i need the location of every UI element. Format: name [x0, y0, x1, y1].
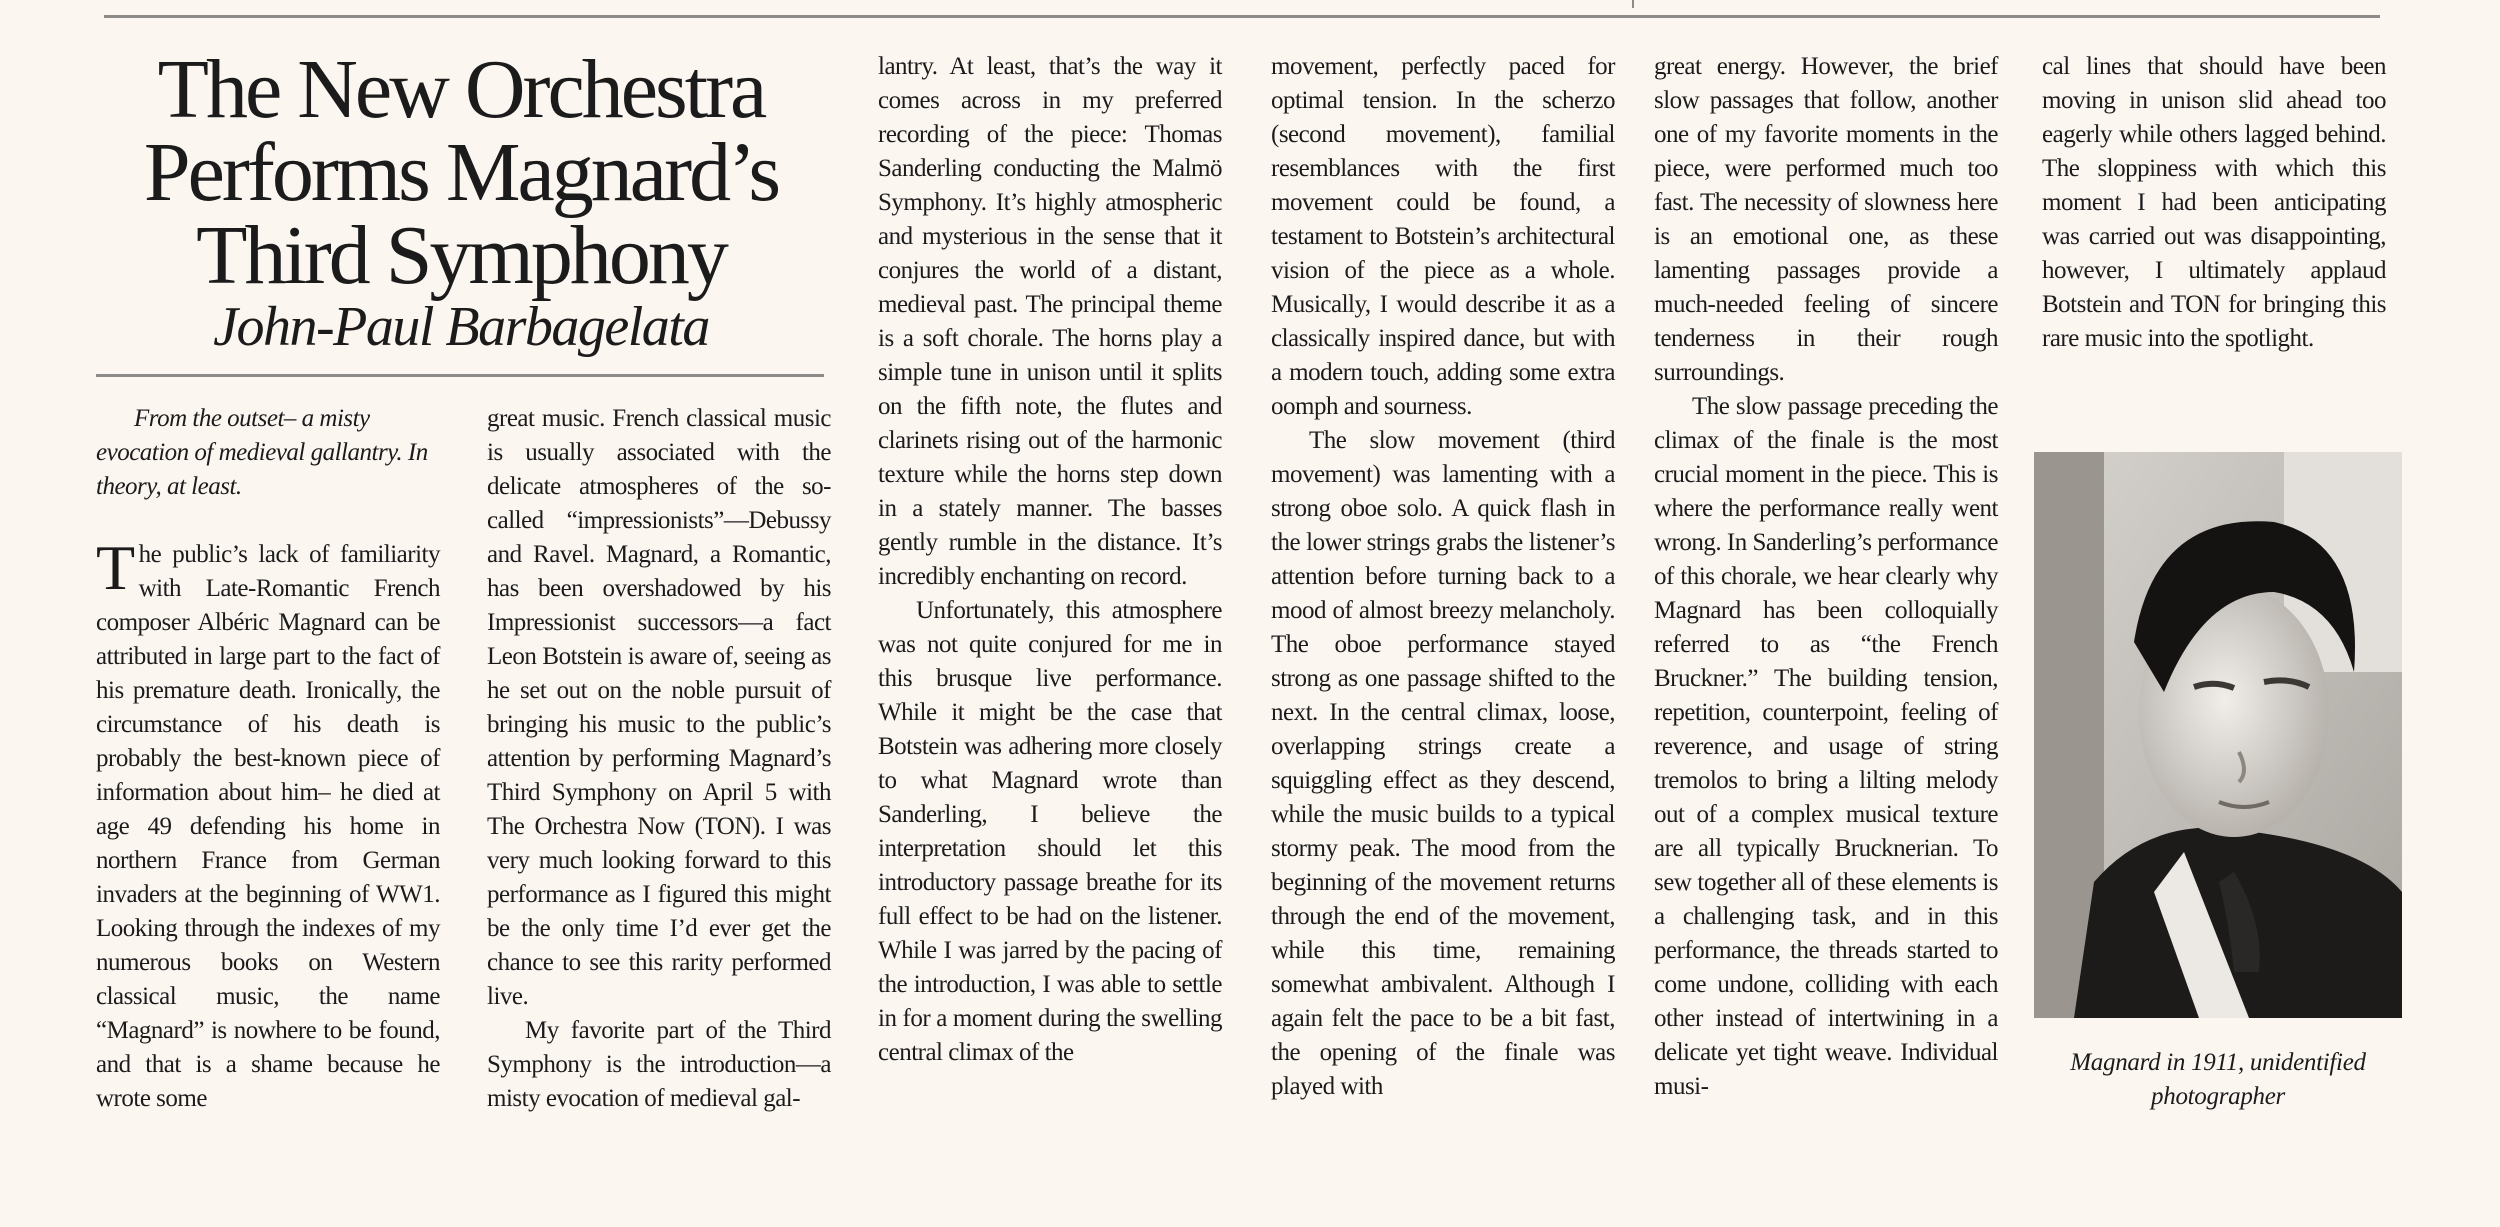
body-paragraph: My favorite part of the Third Symphony is the introduction—a misty evocation of medieval gal- [487, 1017, 831, 1112]
body-paragraph: cal lines that should have been moving in unison slid ahead too eagerly while others lagged behind. The sloppiness with which this moment I had been anticipating was carried out was disappointing, however, I ultimately applaud Botstein and TON for bringing this rare music into the spotlight. [2042, 53, 2386, 352]
author-byline: John-Paul Barbagelata [213, 296, 709, 358]
top-rule [104, 15, 2380, 18]
header-rule [96, 374, 824, 377]
drop-cap: T [96, 532, 135, 603]
title-line-2: Performs Magnard’s [143, 126, 779, 219]
top-rule-tick [1632, 0, 1634, 8]
article-deck [96, 402, 440, 504]
body-paragraph: movement, perfectly paced for optimal tension. In the scherzo (second movement), familial resemblances with the first movement could be found, a testament to Botstein’s architectural vision of the piece as a whole. Musically, I would describe it as a classically inspired dance, but with a modern touch, adding some extra oomph and sourness. [1271, 53, 1615, 420]
article-title [96, 43, 826, 302]
column-2 [487, 402, 831, 1116]
body-paragraph: great music. French classical music is usually associated with the delicate atmospheres of the so-called “impressionists”—Debussy and Ravel. Magnard, a Romantic, has been overshadowed by his Impressionist successors—a fact Leon Botstein is aware of, seeing as he set out on the noble pursuit of bringing his music to the public’s attention by performing Magnard’s Third Symphony on April 5 with The Orchestra Now (TON). I was very much looking forward to this performance as I figured this might be the only time I’d ever get the chance to see this rarity performed live. [487, 405, 831, 1010]
portrait-photo [2034, 452, 2402, 1018]
body-paragraph [96, 532, 440, 1116]
title-line-3: Third Symphony [196, 209, 726, 302]
body-paragraph: The slow passage preceding the climax of the finale is the most crucial moment in the piece. This is where the performance really went wrong. In Sanderling’s performance of this chorale, we hear clearly why Magnard has been colloquially referred to as “the French Bruckner.” The building tension, repetition, counterpoint, feeling of reverence, and usage of string tremolos to bring a lilting melody out of a complex musical texture are all typically Brucknerian. To sew together all of these elements is a challenging task, and in this performance, the threads started to come undone, colliding with each other instead of intertwining in a delicate yet tight weave. Individual musi- [1654, 393, 1998, 1100]
body-paragraph: Unfortunately, this atmosphere was not quite conjured for me in this brusque live performance. While it might be the case that Botstein was adhering more closely to what Magnard wrote than Sanderling, I believe the interpretation should let this introductory passage breathe for its full effect to be had on the listener. While I was jarred by the pacing of the introduction, I was able to settle in for a moment during the swelling central climax of the [878, 597, 1222, 1066]
column-5 [1654, 50, 1998, 1104]
photo-caption: Magnard in 1911, unidentified photographer [2070, 1049, 2366, 1110]
title-line-1: The New Orchestra [157, 43, 765, 136]
body-paragraph: The slow movement (third movement) was lamenting with a strong oboe solo. A quick flash in the lower strings grabs the listener’s attention before turning back to a mood of almost breezy melancholy. The oboe performance stayed strong as one passage shifted to the next. In the central climax, loose, overlapping strings create a squiggling effect as they descend, while the music builds to a typical stormy peak. The mood from the beginning of the movement returns through the end of the movement, while this time, remaining somewhat ambivalent. Although I again felt the pace to be a bit fast, the opening of the finale was played with [1271, 427, 1615, 1100]
column-3 [878, 50, 1222, 1070]
paragraph-text: he public’s lack of familiarity with Late-Romantic French composer Albéric Magnard can be attributed in large part to the fact of his premature death. Ironically, the circumstance of his death is probably the best-known piece of information about him– he died at age 49 defending his home in northern France from German invaders at the beginning of WW1. Looking through the indexes of my numerous books on Western classical music, the name “Magnard” is nowhere to be found, and that is a shame because he wrote some [96, 541, 440, 1112]
body-paragraph: lantry. At least, that’s the way it comes across in my preferred recording of the piece: Thomas Sanderling conducting the Malmö Symphony. It’s highly atmospheric and mysterious in the sense that it conjures the world of a distant, medieval past. The principal theme is a soft chorale. The horns play a simple tune in unison until it splits on the fifth note, the flutes and clarinets rising out of the harmonic texture while the horns step down in a stately manner. The basses gently rumble in the distance. It’s incredibly enchanting on record. [878, 53, 1222, 590]
column-1 [96, 402, 440, 1116]
column-4 [1271, 50, 1615, 1104]
deck-text: From the outset– a misty evocation of medieval gallantry. In theory, at least. [96, 405, 428, 500]
body-paragraph: great energy. However, the brief slow passages that follow, another one of my favorite moments in the piece, were performed much too fast. The necessity of slowness here is an emotional one, as these lamenting passages provide a much-needed feeling of sincere tenderness in their rough surroundings. [1654, 53, 1998, 386]
portrait-illustration [2034, 452, 2402, 1018]
column-6 [2042, 50, 2386, 356]
